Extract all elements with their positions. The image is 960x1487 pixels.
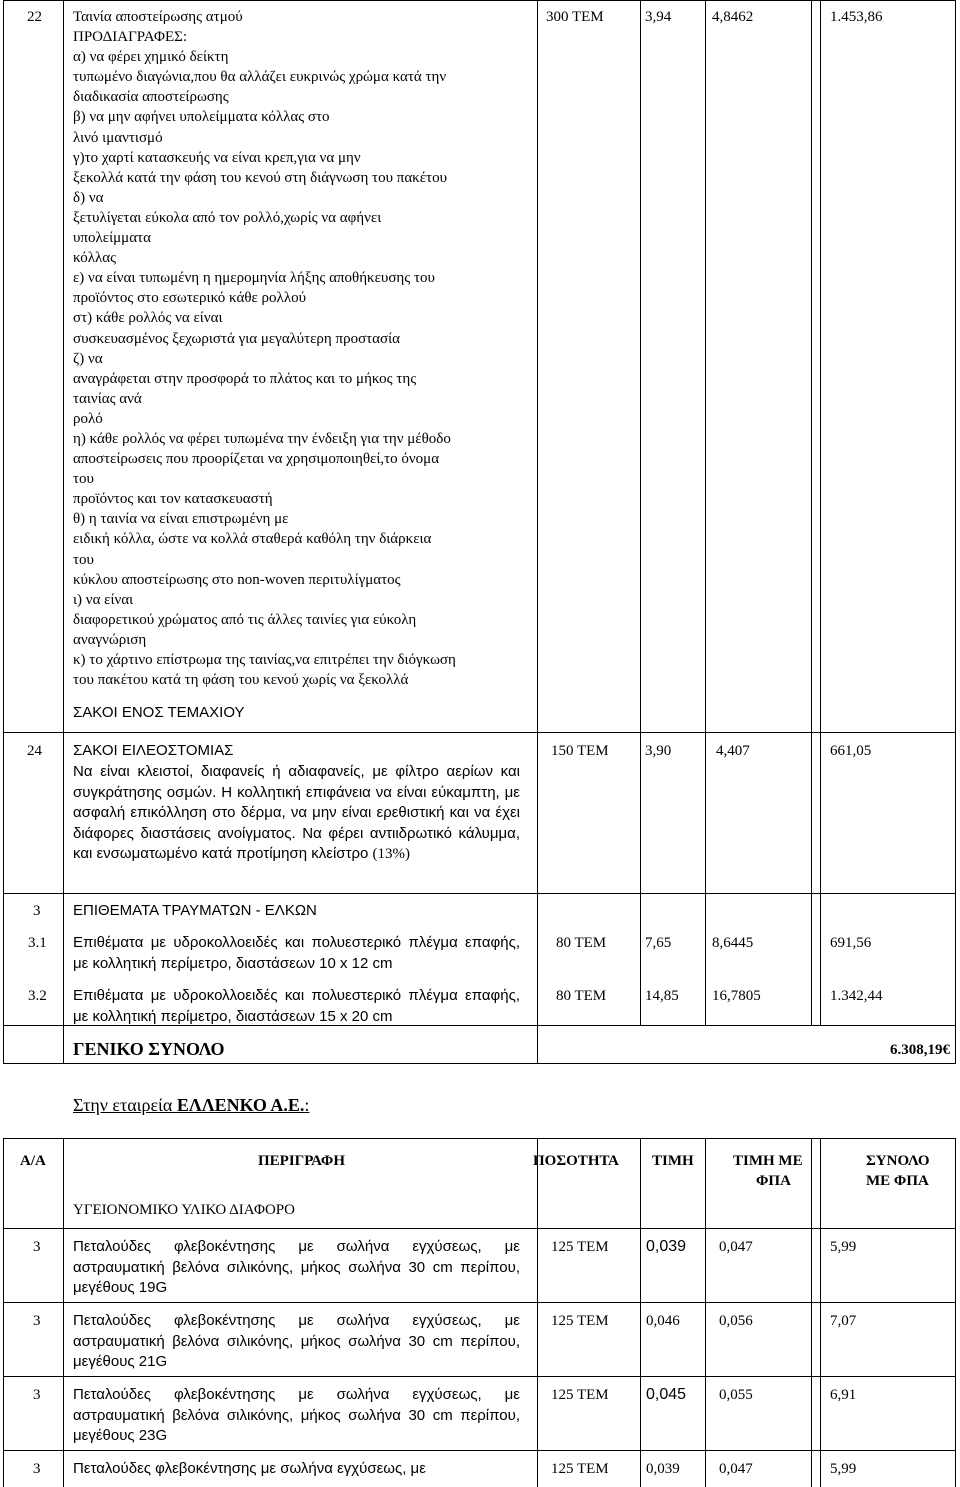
row22-description-line: θ) η ταινία να είναι επιστρωμένη με [73, 511, 289, 528]
row-description: Πεταλούδες φλεβοκέντησης με σωλήνα εγχύσεως, με αστραυματική βελόνα σιλικόνης, μήκος σωλήνα 30 cm περίπου, μεγέθους 19G [73, 1238, 520, 1296]
row22-description-line: συσκευασμένος ξεχωριστά για μεγαλύτερη προστασία [73, 330, 401, 347]
row22-description-line: ταινίας ανά [73, 390, 142, 407]
header-aa: Α/Α [20, 1153, 46, 1169]
row-description: Πεταλούδες φλεβοκέντησης με σωλήνα εγχύσεως, με αστραυματική βελόνα σιλικόνης, μήκος σωλήνα 30 cm περίπου, μεγέθους 21G [73, 1312, 520, 1370]
header-quantity: ΠΟΣΟΤΗΤΑ [533, 1153, 619, 1169]
row24-title: ΣΑΚΟΙ ΕΙΛΕΟΣΤΟΜΙΑΣ [73, 742, 234, 759]
row-total: 5,99 [830, 1461, 857, 1477]
row3-1-price-vat: 8,6445 [712, 935, 754, 951]
row-quantity: 125 ΤΕΜ [551, 1387, 609, 1403]
row22-description-line: λινό ιμαντισμό [73, 129, 163, 146]
header-price-vat-line1: ΤΙΜΗ ΜΕ [733, 1153, 803, 1169]
row-price: 0,039 [646, 1238, 687, 1255]
row22-description-line: προϊόντος και τον κατασκευαστή [73, 491, 273, 508]
row-number: 3 [33, 1387, 41, 1403]
row3-1-number: 3.1 [28, 935, 47, 951]
row-price-vat: 0,047 [719, 1239, 753, 1255]
row22-description-line: αναγράφεται στην προσφορά το πλάτος και το μήκος της [73, 370, 417, 387]
row3-2-total: 1.342,44 [830, 988, 883, 1004]
header-price: ΤΙΜΗ [652, 1153, 694, 1169]
row3-2-description: Επιθέματα με υδροκολλοειδές και πολυεστερικό πλέγμα επαφής, με κολλητική περίμετρο, διαστάσεων 15 x 20 cm [73, 987, 520, 1025]
row22-description-line: β) να μην αφήνει υπολείμματα κόλλας στο [73, 109, 330, 126]
row22-description-line: προϊόντος στο εσωτερικό κάθε ρολλού [73, 290, 307, 307]
row22-description-line: υπολείμματα [73, 230, 151, 247]
row-total: 7,07 [830, 1313, 857, 1329]
row22-description-line: κύκλου αποστείρωσης στο non-woven περιτυλίγματος [73, 571, 401, 588]
row-price-vat: 0,056 [719, 1313, 753, 1329]
row22-quantity: 300 ΤΕΜ [546, 9, 604, 25]
row3-2-number: 3.2 [28, 988, 47, 1004]
header-price-vat-line2: ΦΠΑ [756, 1173, 791, 1189]
row-price: 0,045 [646, 1386, 687, 1403]
header-description: ΠΕΡΙΓΡΑΦΗ [258, 1153, 346, 1169]
row22-description-line: διαφορετικού χρώματος από τις άλλες ταινίες για εύκολη [73, 611, 417, 628]
row22-description-line: ι) να είναι [73, 591, 134, 608]
grand-total-label: ΓΕΝΙΚΟ ΣΥΝΟΛΟ [73, 1039, 225, 1059]
row22-price-vat: 4,8462 [712, 9, 754, 25]
category-label: ΥΓΕΙΟΝΟΜΙΚΟ ΥΛΙΚΟ ΔΙΑΦΟΡΟ [73, 1202, 295, 1218]
row3-1-price: 7,65 [645, 935, 672, 951]
row-price: 0,039 [646, 1461, 680, 1477]
row22-description-line: αναγνώριση [73, 631, 147, 648]
row3-2-price: 14,85 [645, 988, 679, 1004]
row22-description-line: διαδικασία αποστείρωσης [73, 89, 229, 106]
row22-description-line: γ)το χαρτί κατασκευής να είναι κρεπ,για να μην [73, 149, 361, 166]
row-price-vat: 0,047 [719, 1461, 753, 1477]
row-description: Πεταλούδες φλεβοκέντησης με σωλήνα εγχύσεως, με [73, 1460, 426, 1477]
row-total: 5,99 [830, 1239, 857, 1255]
company-heading: Στην εταιρεία ΕΛΛΕΝΚΟ Α.Ε.: [73, 1095, 310, 1115]
row22-number: 22 [27, 9, 42, 25]
row-description: Πεταλούδες φλεβοκέντησης με σωλήνα εγχύσεως, με αστραυματική βελόνα σιλικόνης, μήκος σωλήνα 30 cm περίπου, μεγέθους 23G [73, 1386, 520, 1444]
row3-2-quantity: 80 ΤΕΜ [556, 988, 607, 1004]
row24-price-vat: 4,407 [716, 743, 750, 759]
row22-description-line: ξεκολλά κατά την φάση του κενού στη διάγνωση του πακέτου [73, 169, 447, 186]
row3-1-total: 691,56 [830, 935, 872, 951]
row22-description-line: του [73, 551, 94, 568]
row22-description-line: Ταινία αποστείρωσης ατμού [73, 9, 243, 25]
row24-number: 24 [27, 743, 42, 759]
row22-description-line: ζ) να [73, 350, 103, 367]
row22-total: 1.453,86 [830, 9, 883, 25]
row3-1-quantity: 80 ΤΕΜ [556, 935, 607, 951]
row-number: 3 [33, 1461, 41, 1477]
grand-total-value: 6.308,19€ [890, 1042, 950, 1058]
row3-2-price-vat: 16,7805 [712, 988, 761, 1004]
row24-quantity: 150 ΤΕΜ [551, 743, 609, 759]
row22-description-line: του [73, 471, 94, 488]
row22-description-line: ε) να είναι τυπωμένη η ημερομηνία λήξης αποθήκευσης του [73, 270, 435, 287]
row24-total: 661,05 [830, 743, 872, 759]
row22-description-line: τυπωμένο διαγώνια,που θα αλλάζει ευκρινώς χρώμα κατά την [73, 69, 447, 86]
row22-description-line: κόλλας [73, 250, 117, 267]
section-sakoi-enos-temaxiou: ΣΑΚΟΙ ΕΝΟΣ ΤΕΜΑΧΙΟΥ [73, 704, 245, 721]
section3-number: 3 [33, 903, 41, 919]
row-quantity: 125 ΤΕΜ [551, 1239, 609, 1255]
row22-description-line: ξετυλίγεται εύκολα από τον ρολλό,χωρίς να αφήνει [73, 209, 382, 226]
row-price: 0,046 [646, 1313, 680, 1329]
row22-description-line: ρολό [73, 410, 103, 427]
row22-description-line: κ) το χάρτινο επίστρωμα της ταινίας,να επιτρέπει την διόγκωση [73, 652, 456, 668]
row22-description-line: ειδική κόλλα, ώστε να κολλά σταθερά καθόλη την διάρκεια [73, 531, 432, 548]
row24-price: 3,90 [645, 743, 672, 759]
row-quantity: 125 ΤΕΜ [551, 1313, 609, 1329]
header-total-line1: ΣΥΝΟΛΟ [866, 1153, 930, 1169]
row-price-vat: 0,055 [719, 1387, 753, 1403]
row-total: 6,91 [830, 1387, 857, 1403]
row22-description-line: ΠΡΟΔΙΑΓΡΑΦΕΣ: [73, 29, 188, 46]
row-number: 3 [33, 1239, 41, 1255]
row3-1-description: Επιθέματα με υδροκολλοειδές και πολυεστερικό πλέγμα επαφής, με κολλητική περίμετρο, διαστάσεων 10 x 12 cm [73, 934, 520, 972]
header-total-line2: ΜΕ ΦΠΑ [866, 1173, 929, 1189]
row22-description-line: αποστείρωσεις που προορίζεται να χρησιμοποιηθεί,το όνομα [73, 451, 440, 468]
row-quantity: 125 ΤΕΜ [551, 1461, 609, 1477]
row22-description-line: στ) κάθε ρολλός να είναι [73, 310, 223, 327]
row22-description-line: α) να φέρει χημικό δείκτη [73, 49, 229, 66]
row22-description [73, 7, 533, 690]
section3-title: ΕΠΙΘΕΜΑΤΑ ΤΡΑΥΜΑΤΩΝ - ΕΛΚΩΝ [73, 902, 317, 919]
row22-description-line: δ) να [73, 189, 104, 206]
row22-description-line: η) κάθε ρολλός να φέρει τυπωμένα την ένδειξη για την μέθοδο [73, 430, 451, 447]
row24-description: Να είναι κλειστοί, διαφανείς ή αδιαφανείς, με φίλτρο αερίων και συγκράτησης οσμών. Η κολλητική επιφάνεια να είναι εύκαμπτη, με ασφαλή επικόλληση στο δέρμα, να μην είναι ερεθιστική και να έχει διάφορες διαστάσεις ανοίγματος. Να φέρει αντιιδρωτικό κάλυμμα, και ενσωματωμένο κατά προτίμηση κλείστρο (13%) [73, 763, 520, 862]
row-number: 3 [33, 1313, 41, 1329]
row22-price: 3,94 [645, 9, 672, 25]
row22-description-line: του πακέτου κατά τη φάση του κενού χωρίς να ξεκολλά [73, 672, 409, 689]
